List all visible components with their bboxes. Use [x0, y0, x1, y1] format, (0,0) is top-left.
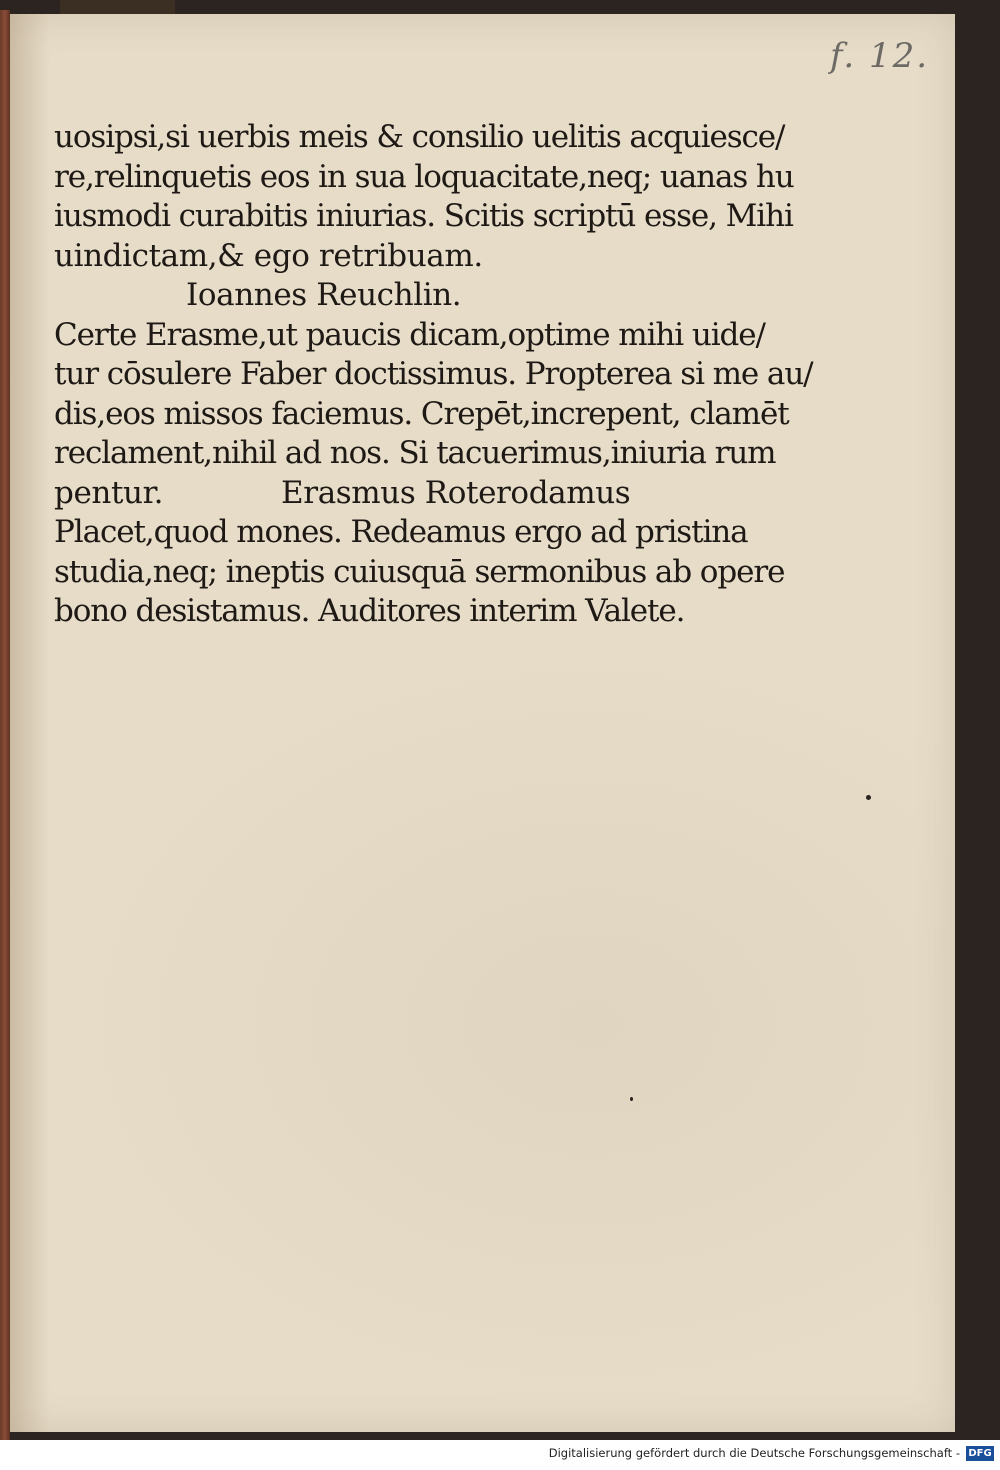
text-line: Placet,quod mones. Redeamus ergo ad pristina	[54, 514, 748, 550]
text-segment: pentur.	[54, 474, 164, 511]
text-line: re,relinquetis eos in sua loquacitate,neq; uanas hu	[54, 158, 794, 195]
text-line: iusmodi curabitis iniurias. Scitis scriptū esse, Mihi	[54, 198, 793, 234]
text-line: uindictam,& ego retribuam.	[54, 237, 483, 274]
text-line: Certe Erasme,ut paucis dicam,optime mihi uide/	[54, 316, 765, 353]
binding-edge-top	[60, 0, 175, 14]
paper-speck	[630, 1097, 633, 1101]
text-line: studia,neq; ineptis cuiusquā sermonibus ab opere	[54, 553, 785, 590]
text-line: bono desistamus. Auditores interim Valete.	[54, 593, 685, 629]
binding-edge-left	[0, 10, 10, 1440]
body-text	[54, 118, 813, 632]
text-line: reclament,nihil ad nos. Si tacuerimus,iniuria rum	[54, 435, 776, 471]
text-line: dis,eos missos faciemus. Crepēt,increpent, clamēt	[54, 395, 789, 432]
funding-credit: Digitalisierung gefördert durch die Deutsche Forschungsgemeinschaft -	[548, 1446, 960, 1460]
footer-bar	[0, 1440, 1000, 1470]
text-line: uosipsi,si uerbis meis & consilio uelitis acquiesce/	[54, 119, 785, 155]
text-line: tur cōsulere Faber doctissimus. Propterea si me au/	[54, 356, 813, 392]
speaker-name: Ioannes Reuchlin.	[186, 277, 462, 313]
text-line-with-speaker	[54, 474, 754, 514]
paper-speck	[866, 795, 871, 800]
speaker-name: Erasmus Roterodamus	[281, 474, 631, 511]
dfg-logo-icon: DFG	[966, 1446, 994, 1461]
folio-number: f. 12.	[830, 36, 930, 76]
